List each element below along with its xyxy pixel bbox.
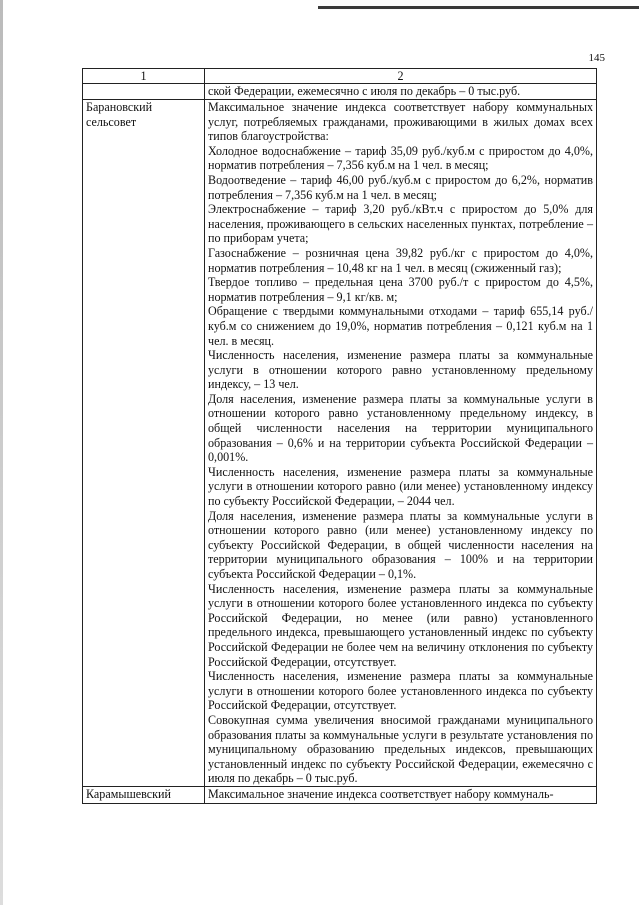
document-table [82, 68, 597, 804]
scan-edge-left [0, 0, 3, 905]
paragraph: Электроснабжение – тариф 3,20 руб./кВт.ч с приростом до 5,0% для населения, проживающего в сельских населенных пунктах, потребление – по приборам учета; [208, 202, 593, 246]
paragraph: Доля населения, изменение размера платы за коммунальные услуги в отношении которого равно (или менее) установленному индексу по субъекту Российской Федерации, в общей численности населения на территории муниципального образования – 100% и на территории субъекта Российской Федерации – 0,1%. [208, 508, 593, 581]
continuation-municipality-cell [83, 84, 205, 100]
continuation-text: ской Федерации, ежемесячно с июля по декабрь – 0 тыс.руб. [205, 84, 597, 100]
indicators-cell [205, 100, 597, 787]
column-header-2: 2 [205, 69, 597, 84]
paragraph: Газоснабжение – розничная цена 39,82 руб./кг с приростом до 4,0%, норматив потребления – 10,48 кг на 1 чел. в месяц (сжиженный газ); [208, 245, 593, 275]
municipality-name: Барановский сельсовет [83, 100, 205, 787]
paragraph: Доля населения, изменение размера платы за коммунальные услуги в отношении которого равно установленному предельному индексу, в общей численности населения на территории муниципального образования – 0,6% и на территории субъекта Российской Федерации – 0,001%. [208, 391, 593, 465]
table-row [83, 100, 597, 787]
paragraph: Обращение с твердыми коммунальными отходами – тариф 655,14 руб./куб.м со снижением до 19,0%, норматив потребления – 0,121 куб.м на 1 чел. в месяц. [208, 304, 593, 348]
paragraph: Максимальное значение индекса соответствует набору коммунальных услуг, потребляемых гражданами, проживающими в жилых домах всех типов благоустройства: [208, 100, 593, 144]
paragraph: Твердое топливо – предельная цена 3700 руб./т с приростом до 4,5%, норматив потребления – 9,1 кг/кв. м; [208, 275, 593, 304]
paragraph: Водоотведение – тариф 46,00 руб./куб.м с приростом до 6,2%, норматив потребления – 7,356 куб.м на 1 чел. в месяц; [208, 172, 593, 202]
paragraph: Численность населения, изменение размера платы за коммунальные услуги в отношении которого равно установленному предельному индексу, – 13 чел. [208, 348, 593, 392]
column-header-1: 1 [83, 69, 205, 84]
continuation-row [83, 84, 597, 100]
page-number: 145 [588, 52, 605, 64]
table-header-row [83, 69, 597, 84]
paragraph: Численность населения, изменение размера платы за коммунальные услуги в отношении которого более установленного индекса по субъекту Российской Федерации, но менее (или равно) установленного предельного индекса, превышающего установленный индекс по субъекту Российской Федерации не более чем на величину отклонения по субъекту Российской Федерации, отсутствует. [208, 581, 593, 669]
scan-edge-top [318, 6, 639, 9]
indicators-cell-start: Максимальное значение индекса соответствует набору коммуналь- [205, 786, 597, 803]
paragraph: Численность населения, изменение размера платы за коммунальные услуги в отношении которого более установленного индекса по субъекту Российской Федерации, отсутствует. [208, 669, 593, 713]
table-row [83, 786, 597, 803]
paragraph: Совокупная сумма увеличения вносимой гражданами муниципального образования платы за коммунальные услуги в результате установления по муниципальному образованию предельных индексов, превышающих установленный индекс по субъекту Российской Федерации, ежемесячно с июля по декабрь – 0 тыс.руб. [208, 712, 593, 786]
paragraph: Холодное водоснабжение – тариф 35,09 руб./куб.м с приростом до 4,0%, норматив потребления – 7,356 куб.м на 1 чел. в месяц; [208, 143, 593, 173]
paragraph: Численность населения, изменение размера платы за коммунальные услуги в отношении которого равно (или менее) установленному индексу по субъекту Российской Федерации, – 2044 чел. [208, 464, 593, 509]
municipality-name: Карамышевский [83, 786, 205, 803]
